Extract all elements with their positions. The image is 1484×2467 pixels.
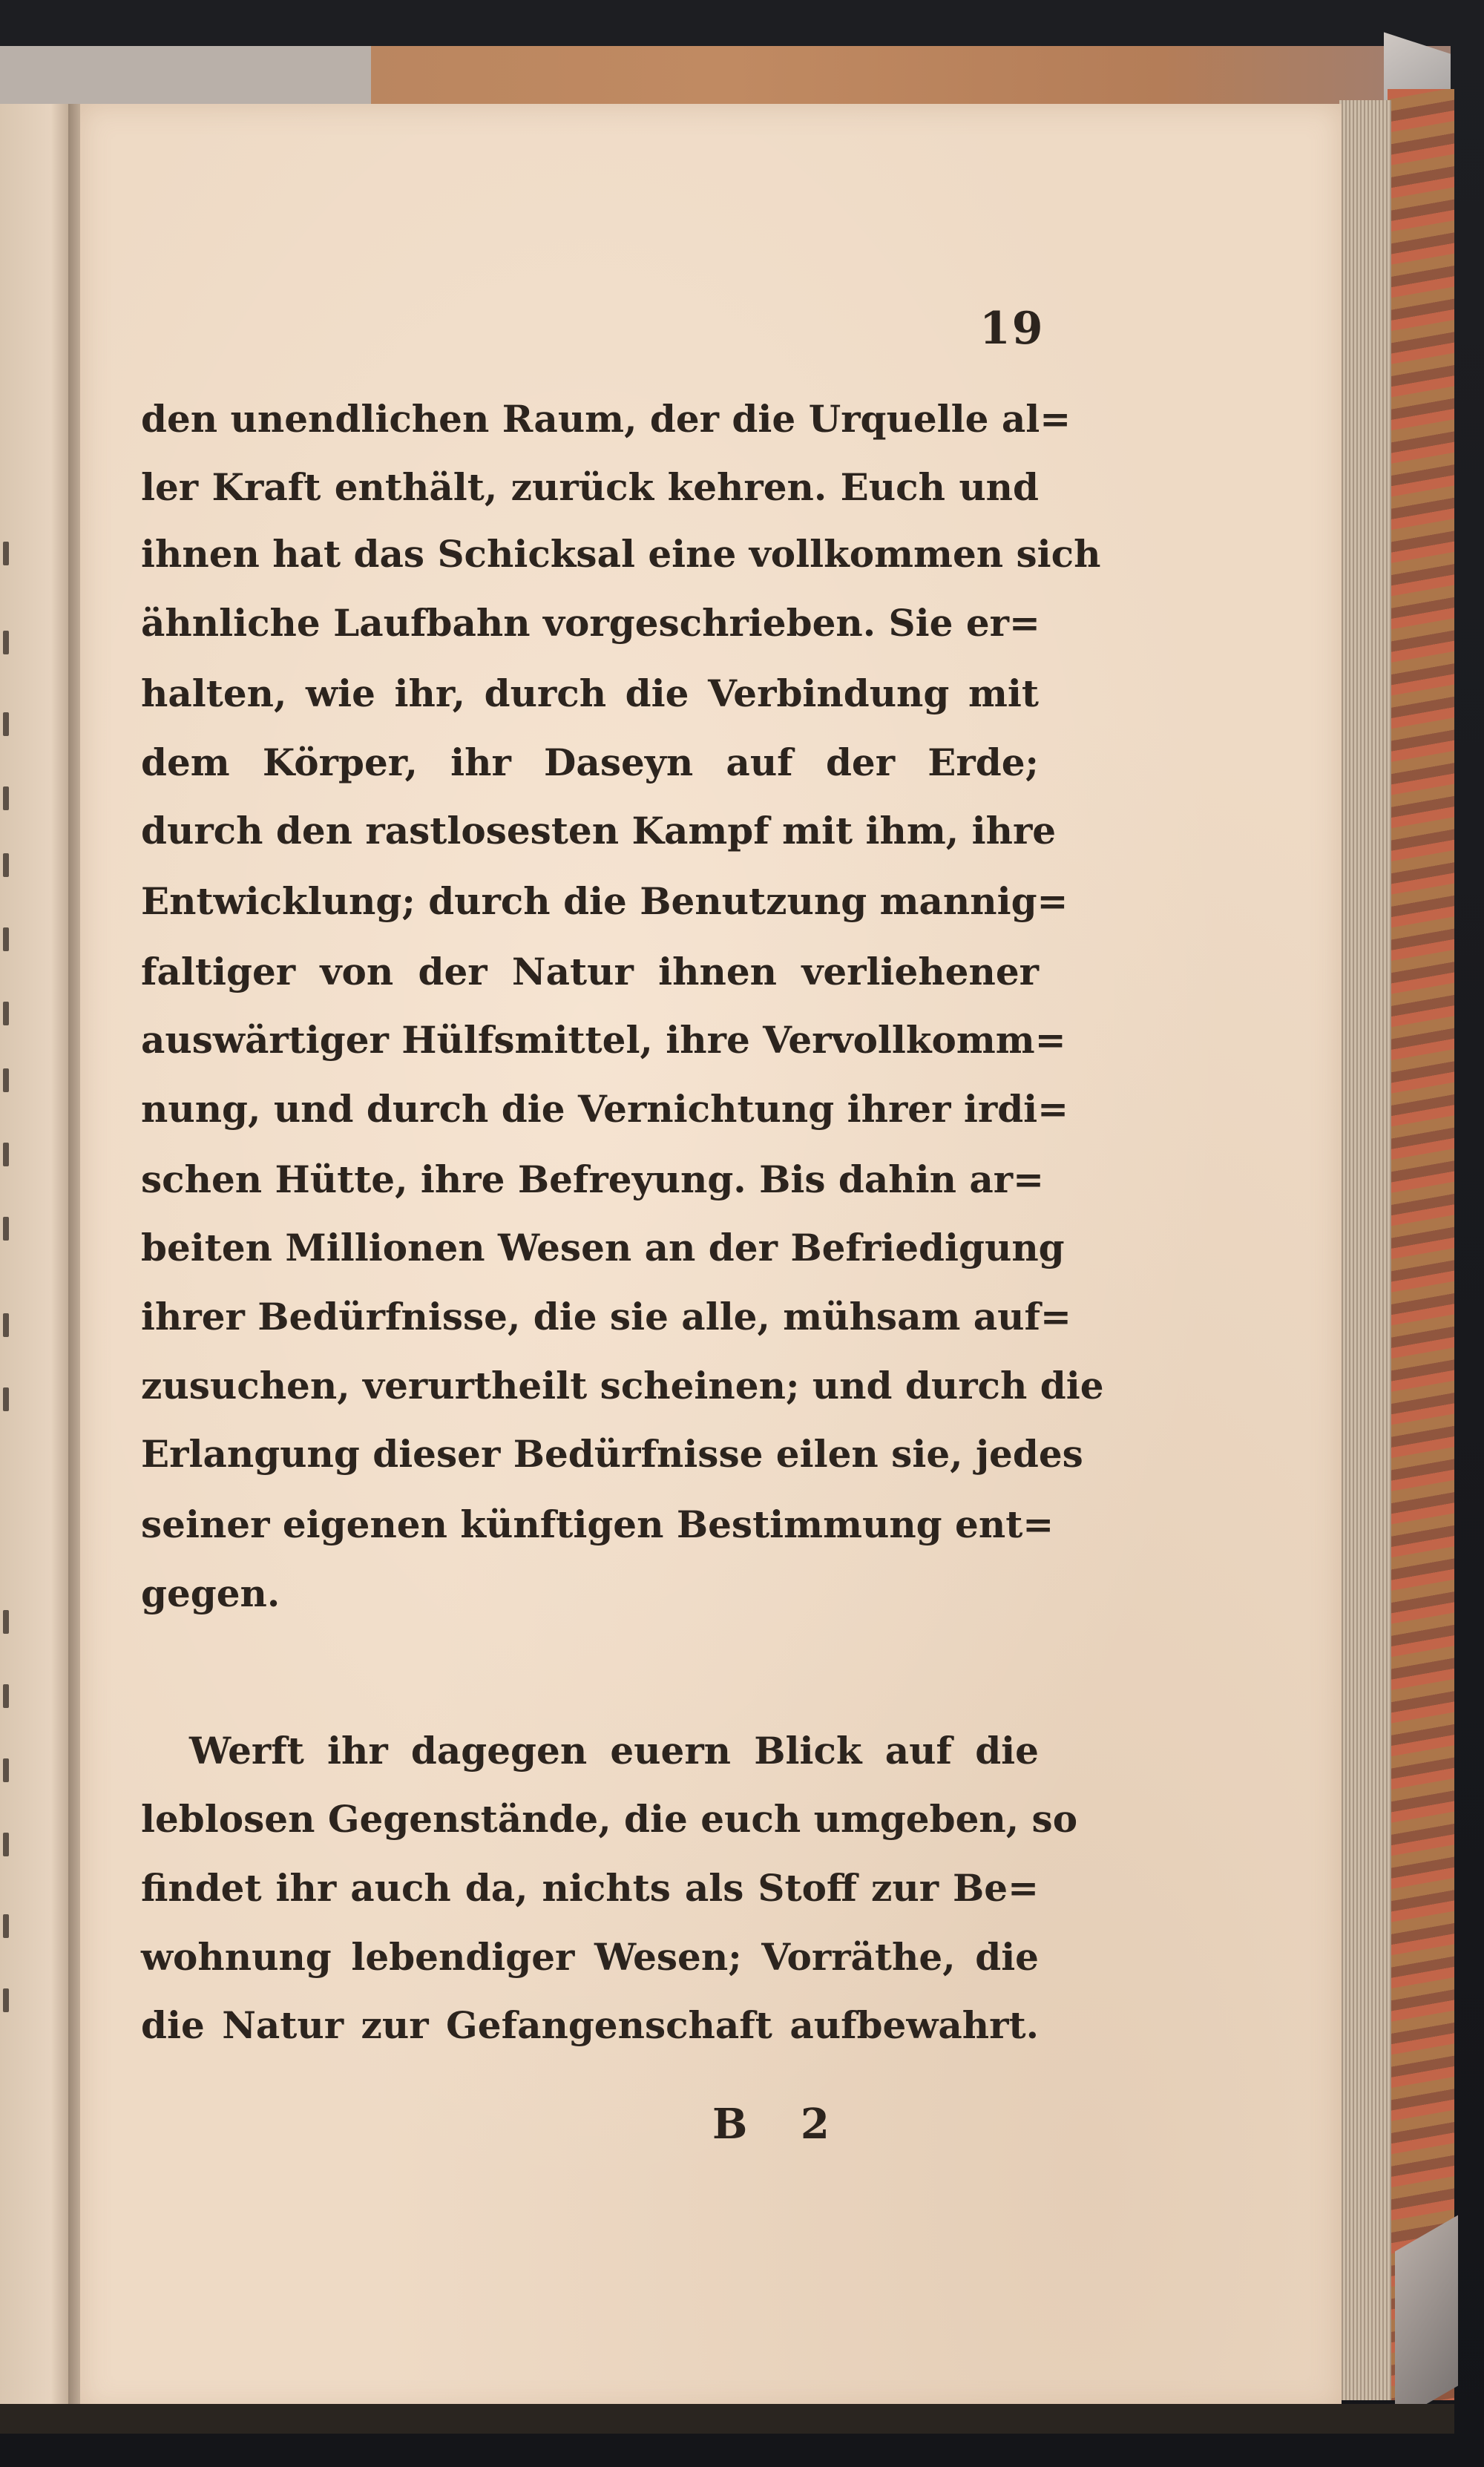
text-line: halten, wie ihr, durch die Verbindung mit — [141, 671, 1039, 715]
scan-bottom-edge — [0, 2404, 1454, 2434]
text-line: den unendlichen Raum, der die Urquelle al= — [141, 397, 1071, 441]
text-line: beiten Millionen Wesen an der Befriedigung — [141, 1226, 1065, 1269]
page-number: 19 — [979, 303, 1045, 355]
text-line: ler Kraft enthält, zurück kehren. Euch und — [141, 465, 1039, 509]
text-line: Entwicklung; durch die Benutzung mannig= — [141, 879, 1068, 923]
marbled-cover-right-edge — [1388, 89, 1454, 2400]
cover-corner-bottom-right — [1395, 2215, 1458, 2422]
text-line: durch den rastlosesten Kampf mit ihm, ihre — [141, 809, 1057, 853]
text-line: auswärtiger Hülfsmittel, ihre Vervollkomm= — [141, 1018, 1066, 1062]
text-line: faltiger von der Natur ihnen verliehener — [141, 950, 1039, 993]
text-line: schen Hütte, ihre Befreyung. Bis dahin ar= — [141, 1157, 1045, 1201]
text-line: seiner eigenen künftigen Bestimmung ent= — [141, 1502, 1054, 1546]
text-line: Werft ihr dagegen euern Blick auf die — [189, 1729, 1039, 1773]
text-line: gegen. — [141, 1571, 280, 1615]
text-line: ähnliche Laufbahn vorgeschrieben. Sie er= — [141, 601, 1040, 645]
text-line: dem Körper, ihr Daseyn auf der Erde; — [141, 740, 1039, 784]
previous-page-top-edge — [0, 46, 371, 105]
text-line: Erlangung dieser Bedürfnisse eilen sie, jedes — [141, 1432, 1083, 1476]
previous-page-text-fragments — [0, 0, 30, 2467]
text-line: zusuchen, verurtheilt scheinen; und durch die — [141, 1364, 1104, 1407]
text-line: leblosen Gegenstände, die euch umgeben, so — [141, 1797, 1078, 1841]
text-line: wohnung lebendiger Wesen; Vorräthe, die — [141, 1935, 1039, 1979]
signature-mark: B 2 — [712, 2100, 849, 2149]
text-line: ihrer Bedürfnisse, die sie alle, mühsam auf= — [141, 1295, 1071, 1338]
text-line: findet ihr auch da, nichts als Stoff zur Be= — [141, 1866, 1039, 1910]
text-line: die Natur zur Gefangenschaft aufbewahrt. — [141, 2003, 1039, 2047]
text-line: nung, und durch die Vernichtung ihrer irdi= — [141, 1087, 1069, 1131]
text-line: ihnen hat das Schicksal eine vollkommen sich — [141, 532, 1101, 576]
page-stack-edge — [1339, 100, 1391, 2400]
